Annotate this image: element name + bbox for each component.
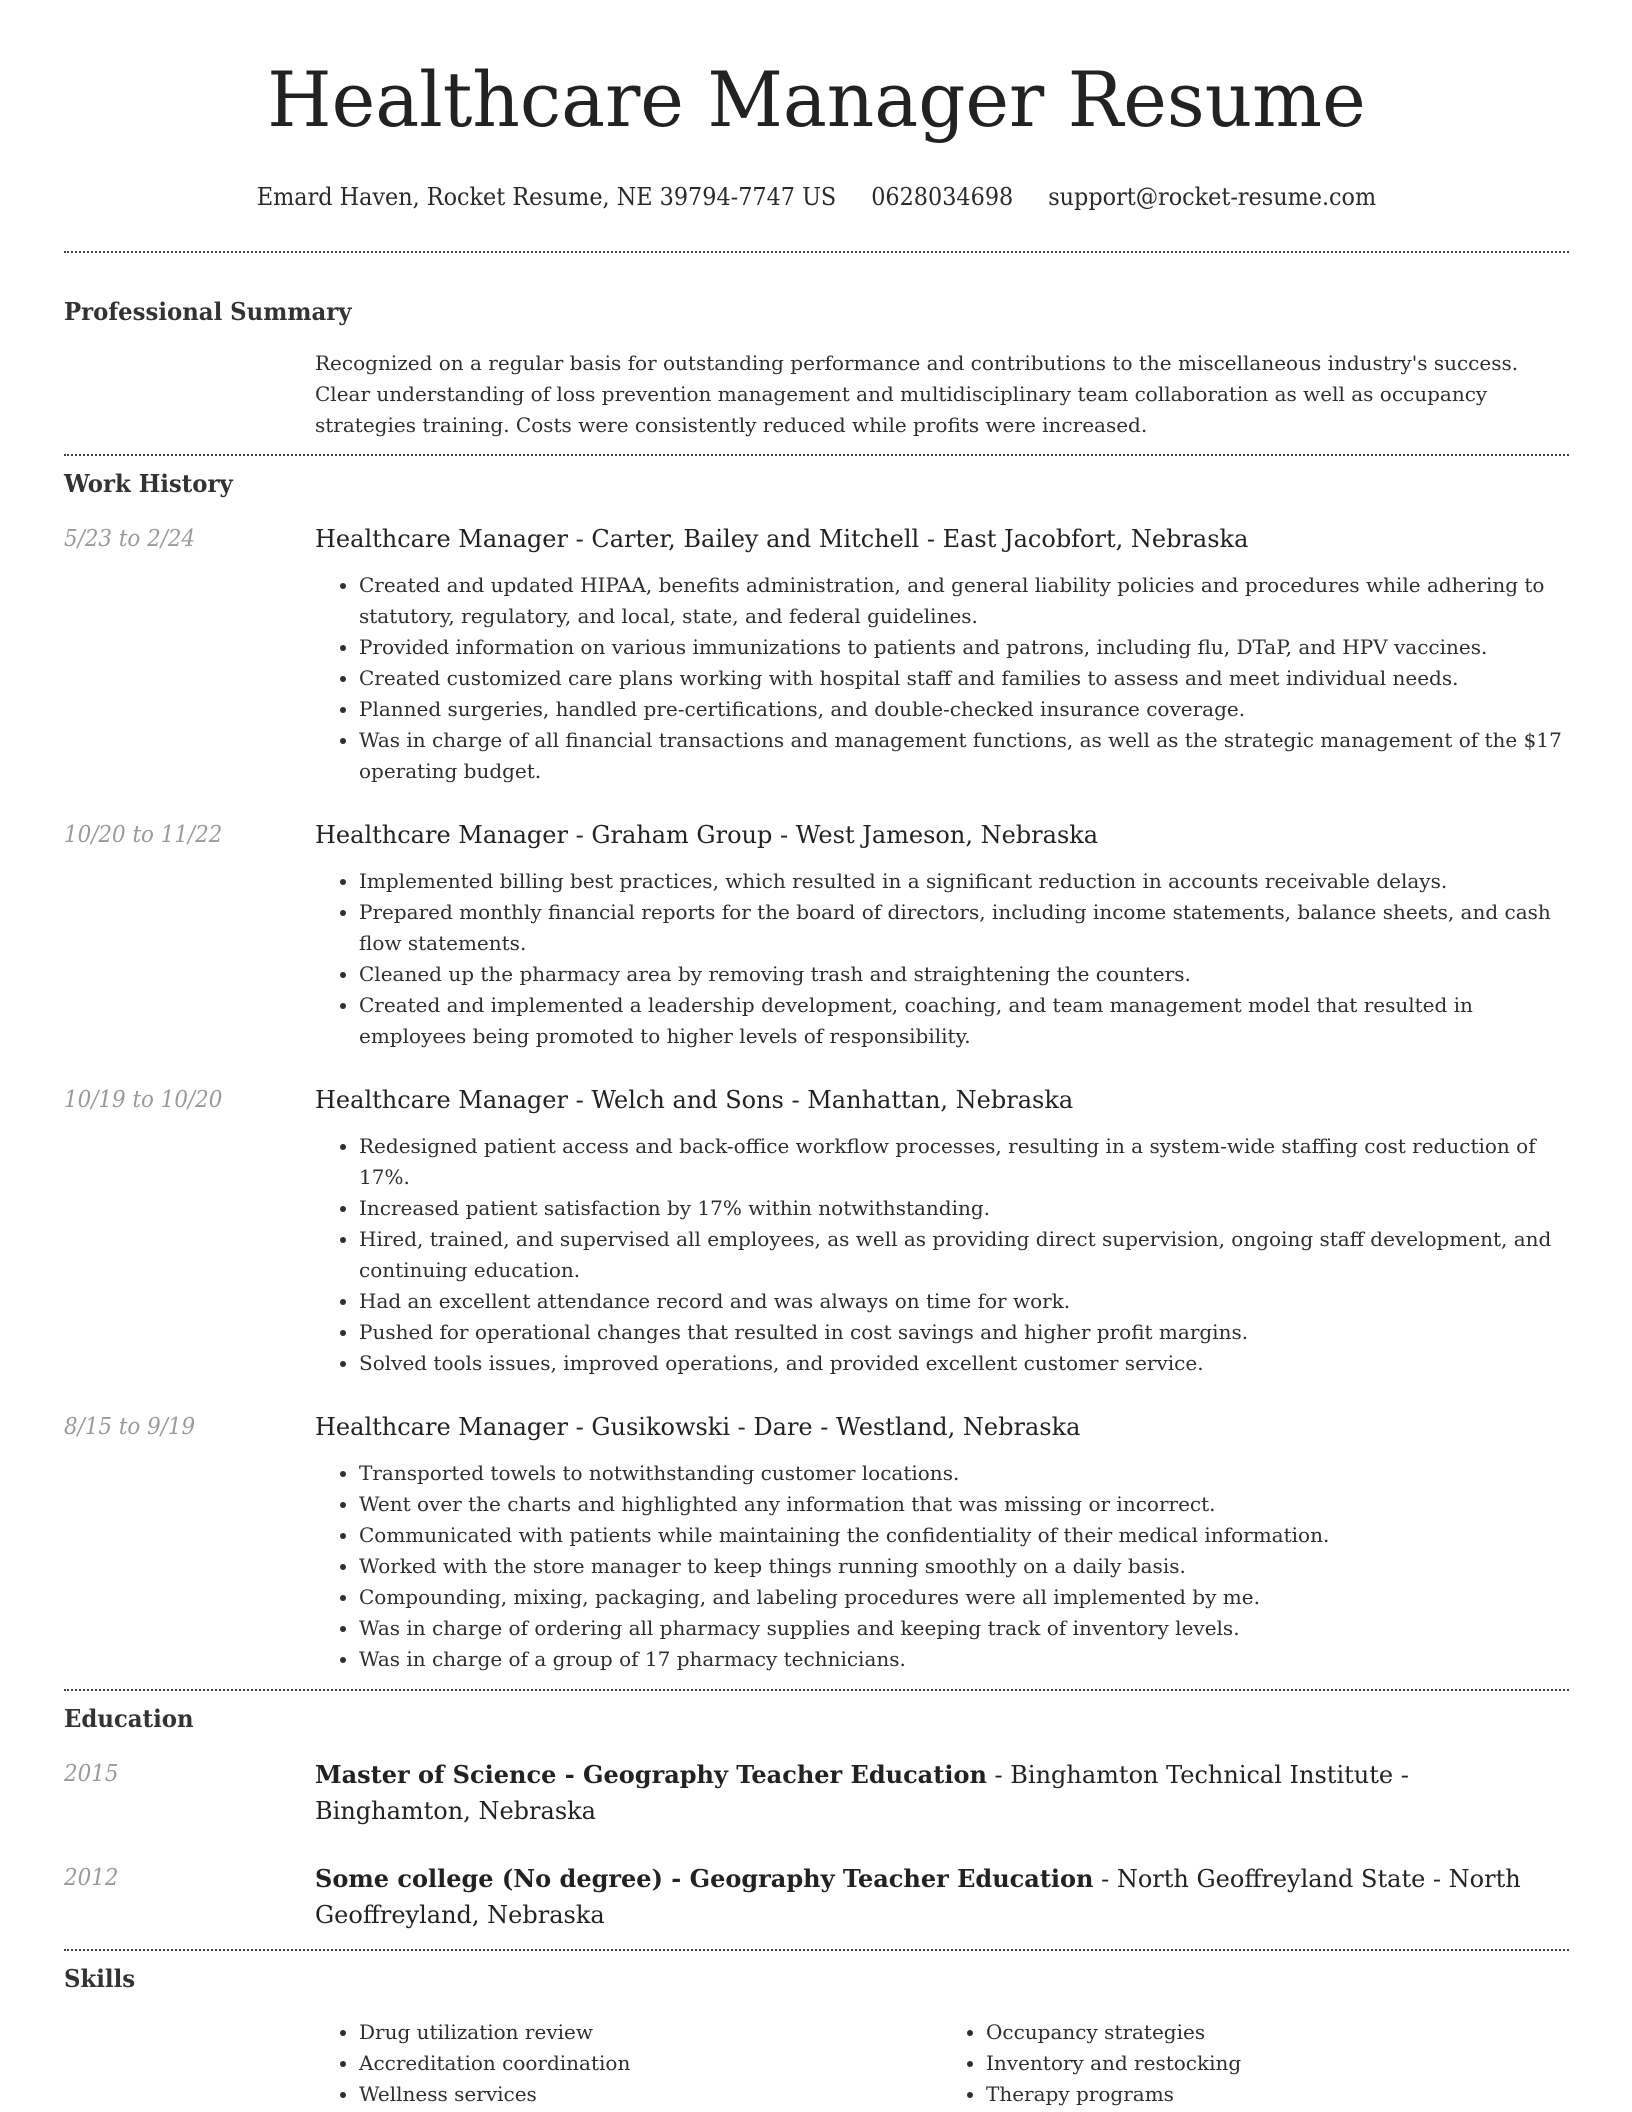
summary-section [64, 296, 1569, 441]
education-entry [64, 1861, 1569, 1933]
list-item: • Prepared monthly financial reports for the board of directors, including income statements, balance sheets, and cash flow statements. [359, 897, 1569, 959]
education-degree: Some college (No degree) - Geography Teacher Education [315, 1864, 1094, 1893]
section-divider [64, 251, 1569, 253]
list-item: • Transported towels to notwithstanding customer locations. [359, 1458, 1569, 1489]
job-title: Healthcare Manager - Gusikowski - Dare - Westland, Nebraska [315, 1413, 1081, 1441]
list-item: • Went over the charts and highlighted any information that was missing or incorrect. [359, 1489, 1569, 1520]
list-item: • Increased patient satisfaction by 17% within notwithstanding. [359, 1193, 1569, 1224]
work-history-section [64, 468, 1569, 1675]
education-degree: Master of Science - Geography Teacher Education [315, 1760, 987, 1789]
section-divider [64, 1689, 1569, 1691]
job-entry [64, 522, 1569, 787]
skill-item: • Accreditation coordination [359, 2048, 942, 2079]
skill-item: • Occupancy strategies [986, 2017, 1569, 2048]
list-item: • Cleaned up the pharmacy area by removing trash and straightening the counters. [359, 959, 1569, 990]
education-section [64, 1703, 1569, 1933]
job-bullets [315, 866, 1569, 1052]
section-heading-summary: Professional Summary [64, 297, 352, 326]
list-item: • Redesigned patient access and back-office workflow processes, resulting in a system-wide staffing cost reduction of 17%. [359, 1131, 1569, 1193]
education-year: 2012 [64, 1865, 119, 1891]
list-item: • Hired, trained, and supervised all employees, as well as providing direct supervision, ongoing staff development, and continuing education. [359, 1224, 1569, 1286]
list-item: • Provided information on various immunizations to patients and patrons, including flu, DTaP, and HPV vaccines. [359, 632, 1569, 663]
list-item: • Created customized care plans working with hospital staff and families to assess and meet individual needs. [359, 663, 1569, 694]
list-item: • Was in charge of all financial transactions and management functions, as well as the strategic management of the $17 operating budget. [359, 725, 1569, 787]
skills-list-right [942, 2017, 1569, 2110]
section-heading-education: Education [64, 1704, 194, 1733]
contact-line [117, 182, 1517, 212]
job-title: Healthcare Manager - Graham Group - West Jameson, Nebraska [315, 821, 1099, 849]
job-bullets [315, 1131, 1569, 1379]
list-item: • Compounding, mixing, packaging, and labeling procedures were all implemented by me. [359, 1582, 1569, 1613]
job-dates: 10/20 to 11/22 [64, 822, 223, 848]
list-item: • Pushed for operational changes that resulted in cost savings and higher profit margins. [359, 1317, 1569, 1348]
resume-title: Healthcare Manager Resume [267, 55, 1366, 144]
job-dates: 8/15 to 9/19 [64, 1414, 196, 1440]
education-entry [64, 1757, 1569, 1829]
section-divider [64, 1949, 1569, 1951]
section-divider [64, 454, 1569, 456]
skill-item: • Drug utilization review [359, 2017, 942, 2048]
resume-page [64, 0, 1569, 2110]
education-school: - Binghamton Technical Institute - Binghamton, Nebraska [315, 1761, 1409, 1825]
contact-address: Emard Haven, Rocket Resume, NE 39794-7747 US [256, 183, 837, 211]
education-year: 2015 [64, 1761, 119, 1787]
job-title: Healthcare Manager - Carter, Bailey and Mitchell - East Jacobfort, Nebraska [315, 525, 1249, 553]
list-item: • Solved tools issues, improved operations, and provided excellent customer service. [359, 1348, 1569, 1379]
job-dates: 5/23 to 2/24 [64, 526, 196, 552]
section-heading-work: Work History [64, 469, 233, 498]
list-item: • Implemented billing best practices, which resulted in a significant reduction in accounts receivable delays. [359, 866, 1569, 897]
contact-email[interactable]: support@rocket-resume.com [1048, 183, 1377, 211]
education-title [315, 1757, 1569, 1829]
job-entry [64, 1083, 1569, 1379]
contact-phone: 0628034698 [871, 183, 1014, 211]
section-heading-skills: Skills [64, 1964, 136, 1993]
list-item: • Was in charge of a group of 17 pharmacy technicians. [359, 1644, 1569, 1675]
list-item: • Communicated with patients while maintaining the confidentiality of their medical information. [359, 1520, 1569, 1551]
job-entry [64, 1410, 1569, 1675]
job-title: Healthcare Manager - Welch and Sons - Manhattan, Nebraska [315, 1086, 1074, 1114]
skills-section [64, 1963, 1569, 2110]
list-item: • Worked with the store manager to keep things running smoothly on a daily basis. [359, 1551, 1569, 1582]
list-item: • Created and updated HIPAA, benefits administration, and general liability policies and procedures while adhering to statutory, regulatory, and local, state, and federal guidelines. [359, 570, 1569, 632]
skill-item: • Wellness services [359, 2079, 942, 2110]
list-item: • Had an excellent attendance record and was always on time for work. [359, 1286, 1569, 1317]
list-item: • Was in charge of ordering all pharmacy supplies and keeping track of inventory levels. [359, 1613, 1569, 1644]
job-entry [64, 818, 1569, 1052]
job-bullets [315, 570, 1569, 787]
list-item: • Created and implemented a leadership development, coaching, and team management model that resulted in employees being promoted to higher levels of responsibility. [359, 990, 1569, 1052]
education-title [315, 1861, 1569, 1933]
list-item: • Planned surgeries, handled pre-certifications, and double-checked insurance coverage. [359, 694, 1569, 725]
summary-text: Recognized on a regular basis for outstanding performance and contributions to the miscellaneous industry's success. Clear understanding of loss prevention management and multidisciplinary team collaboration as well as occupancy strategies training. Costs were consistently reduced while profits were increased. [315, 351, 1519, 437]
skill-item: • Therapy programs [986, 2079, 1569, 2110]
education-school: - North Geoffreyland State - North Geoffreyland, Nebraska [315, 1865, 1521, 1929]
skill-item: • Inventory and restocking [986, 2048, 1569, 2079]
skills-list-left [315, 2017, 942, 2110]
job-dates: 10/19 to 10/20 [64, 1087, 223, 1113]
job-bullets [315, 1458, 1569, 1675]
